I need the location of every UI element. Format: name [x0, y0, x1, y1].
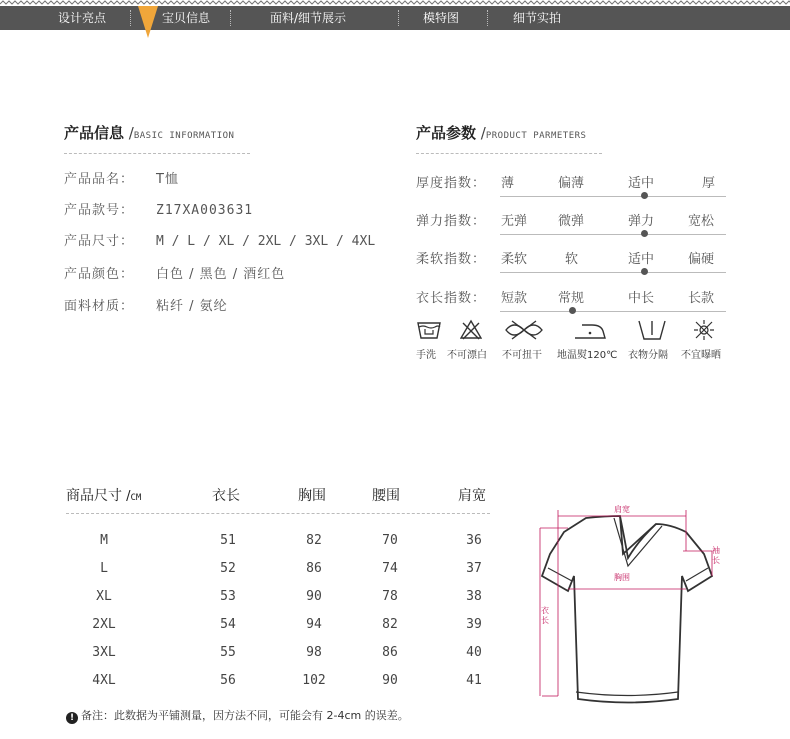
waist-cell: 70: [382, 533, 398, 548]
shoulder-cell: 39: [466, 617, 482, 632]
shoulder-width-label: 肩宽: [614, 505, 630, 514]
no-wring-icon: [504, 319, 544, 341]
size-cell: 4XL: [92, 673, 116, 688]
length-cell: 51: [220, 533, 236, 548]
info-value: 白色 / 黑色 / 酒红色: [156, 267, 286, 282]
waist-cell: 90: [382, 673, 398, 688]
chest-cell: 90: [306, 589, 322, 604]
size-cell: L: [100, 561, 108, 576]
param-scale-line: [500, 311, 726, 312]
chest-cell: 94: [306, 617, 322, 632]
col-header: 胸围: [298, 488, 326, 504]
param-option: 偏薄: [558, 176, 585, 191]
info-value: T恤: [156, 172, 179, 187]
waist-cell: 82: [382, 617, 398, 632]
divider: [416, 153, 602, 154]
separate-wash-icon: [636, 319, 668, 341]
param-label: 衣长指数：: [416, 291, 487, 306]
param-indicator-dot: [569, 307, 576, 314]
shoulder-cell: 38: [466, 589, 482, 604]
hand-wash-icon: [416, 319, 442, 341]
measurement-note: [66, 707, 409, 724]
param-scale-line: [500, 234, 726, 235]
param-option: 中长: [628, 291, 655, 306]
size-table-title-cn: 商品尺寸: [66, 488, 122, 504]
size-cell: 3XL: [92, 645, 116, 660]
info-value: 粘纤 / 氨纶: [156, 299, 228, 314]
care-label: 不可漂白: [447, 350, 487, 361]
col-header: 衣长: [212, 488, 240, 504]
care-label: 不可扭干: [502, 350, 542, 361]
info-label: 面料材质：: [64, 299, 135, 314]
tab-fabric-details[interactable]: 面料/细节展示: [270, 11, 347, 25]
param-label: 柔软指数：: [416, 252, 487, 267]
shoulder-cell: 37: [466, 561, 482, 576]
nav-divider: [230, 10, 231, 26]
product-info-title-cn: 产品信息: [64, 124, 125, 142]
sleeve-length-label: 袖长: [712, 546, 720, 565]
care-label: 衣物分隔: [628, 350, 668, 361]
chest-cell: 82: [306, 533, 322, 548]
param-label: 厚度指数：: [416, 176, 487, 191]
length-cell: 52: [220, 561, 236, 576]
length-cell: 55: [220, 645, 236, 660]
nav-divider: [487, 10, 488, 26]
param-label: 弹力指数：: [416, 214, 487, 229]
info-label: 产品颜色：: [64, 267, 135, 282]
no-sun-icon: [693, 319, 715, 341]
divider: [64, 153, 250, 154]
param-scale-line: [500, 272, 726, 273]
size-table-title: 商品尺寸 /CM: [66, 488, 142, 504]
param-option: 短款: [501, 291, 528, 306]
iron-icon: [572, 319, 608, 341]
info-label: 产品尺寸：: [64, 234, 135, 249]
waist-cell: 86: [382, 645, 398, 660]
param-row-length: [416, 287, 726, 311]
chest-cell: 102: [302, 673, 326, 688]
chest-cell: 98: [306, 645, 322, 660]
length-cell: 54: [220, 617, 236, 632]
tshirt-measure-diagram: [528, 496, 728, 706]
chest-label: 胸围: [614, 573, 630, 582]
info-row-colors: [64, 263, 285, 282]
shoulder-cell: 41: [466, 673, 482, 688]
nav-band: [0, 6, 790, 30]
param-option: 弹力: [628, 214, 655, 229]
chest-cell: 86: [306, 561, 322, 576]
waist-cell: 74: [382, 561, 398, 576]
nav-divider: [398, 10, 399, 26]
warning-icon: !: [66, 712, 78, 724]
info-row-sku: [64, 199, 253, 218]
nav-divider: [130, 10, 131, 26]
param-option: 柔软: [501, 252, 528, 267]
waist-cell: 78: [382, 589, 398, 604]
size-table-unit: CM: [130, 493, 142, 503]
param-option: 无弹: [501, 214, 528, 229]
param-row-thickness: [416, 172, 726, 196]
param-indicator-dot: [641, 268, 648, 275]
info-row-name: [64, 168, 179, 187]
param-row-softness: [416, 248, 726, 272]
length-label: 衣长: [541, 606, 549, 625]
tab-design-highlights[interactable]: 设计亮点: [58, 11, 107, 25]
active-tab-arrow-icon: [138, 6, 158, 38]
care-label: 不宜曝晒: [681, 350, 721, 361]
product-params-title-en: PRODUCT PARMETERS: [485, 131, 587, 141]
info-row-material: [64, 295, 228, 314]
param-option: 软: [565, 252, 579, 267]
care-label: 手洗: [416, 350, 436, 361]
info-label: 产品品名：: [64, 172, 135, 187]
info-row-sizes: [64, 230, 375, 249]
product-params-title-cn: 产品参数: [416, 124, 477, 142]
param-scale-line: [500, 196, 726, 197]
product-params-title: 产品参数 /PRODUCT PARMETERS: [416, 124, 587, 142]
shoulder-cell: 36: [466, 533, 482, 548]
col-header: 肩宽: [458, 488, 486, 504]
note-text: 备注：此数据为平铺测量，因方法不同，可能会有 2-4cm 的误差。: [81, 709, 409, 722]
param-option: 适中: [628, 252, 655, 267]
product-info-title: 产品信息 /BASIC INFORMATION: [64, 124, 235, 142]
care-label: 地温熨120℃: [557, 350, 618, 361]
param-option: 长款: [688, 291, 715, 306]
param-option: 厚: [702, 176, 716, 191]
size-cell: 2XL: [92, 617, 116, 632]
param-option: 微弹: [558, 214, 585, 229]
param-option: 宽松: [688, 214, 715, 229]
product-info-title-en: BASIC INFORMATION: [133, 131, 235, 141]
no-bleach-icon: [460, 319, 482, 341]
size-cell: XL: [96, 589, 112, 604]
tab-product-info[interactable]: 宝贝信息: [162, 11, 211, 25]
param-option: 常规: [558, 291, 585, 306]
top-nav: [0, 0, 790, 30]
col-header: 腰围: [372, 488, 400, 504]
info-value: Z17XA003631: [156, 203, 254, 218]
param-row-elasticity: [416, 210, 726, 234]
size-cell: M: [100, 533, 108, 548]
length-cell: 56: [220, 673, 236, 688]
shoulder-cell: 40: [466, 645, 482, 660]
param-indicator-dot: [641, 230, 648, 237]
tab-model-photos[interactable]: 模特图: [423, 11, 460, 25]
length-cell: 53: [220, 589, 236, 604]
tab-detail-shots[interactable]: 细节实拍: [513, 11, 562, 25]
divider: [66, 513, 490, 514]
param-option: 薄: [501, 176, 515, 191]
param-option: 适中: [628, 176, 655, 191]
param-indicator-dot: [641, 192, 648, 199]
info-value: M / L / XL / 2XL / 3XL / 4XL: [156, 234, 376, 249]
param-option: 偏硬: [688, 252, 715, 267]
info-label: 产品款号：: [64, 203, 135, 218]
